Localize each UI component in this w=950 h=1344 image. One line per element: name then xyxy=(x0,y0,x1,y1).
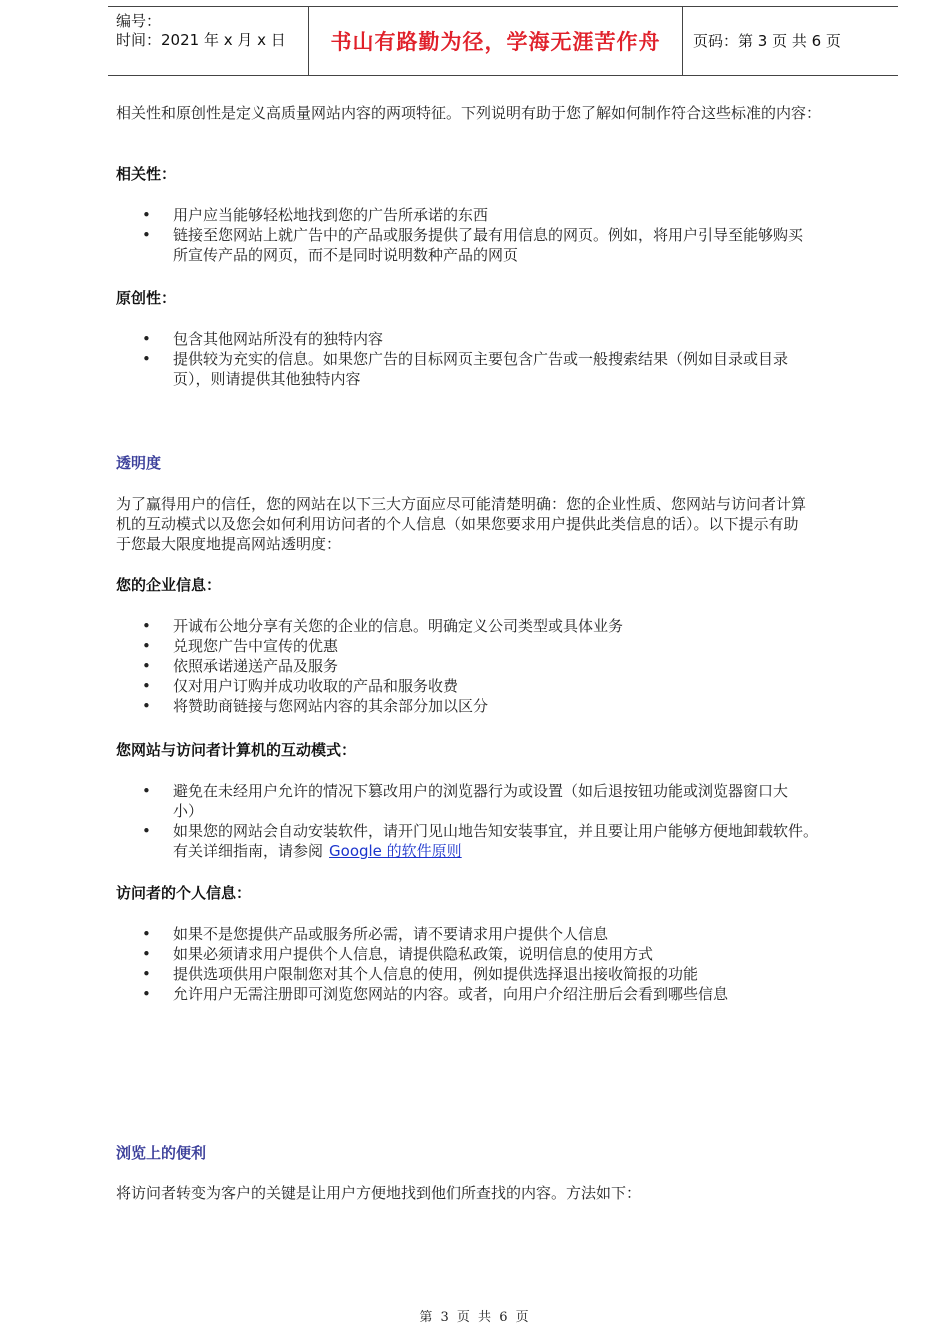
bullet-icon: • xyxy=(142,697,151,715)
list-item: • 仅对用户订购并成功收取的产品和服务收费 xyxy=(142,677,459,695)
bullet-icon: • xyxy=(142,677,151,695)
bullet-icon: • xyxy=(142,637,151,655)
list-item: • 如果必须请求用户提供个人信息，请提供隐私政策，说明信息的使用方式 xyxy=(142,945,654,963)
navigation-paragraph: 将访问者转变为客户的关键是让用户方便地找到他们所查找的内容。方法如下： xyxy=(116,1184,642,1202)
personal-info-heading: 访问者的个人信息： xyxy=(116,884,252,902)
personal-info-list xyxy=(140,924,900,1004)
navigation-title: 浏览上的便利 xyxy=(116,1144,207,1162)
software-principles-link[interactable]: Google 的软件原则 xyxy=(329,842,462,860)
business-info-heading: 您的企业信息： xyxy=(116,576,222,594)
originality-heading: 原创性： xyxy=(116,289,177,307)
bullet-icon: • xyxy=(142,822,151,840)
transparency-paragraph-line: 于您最大限度地提高网站透明度： xyxy=(116,535,342,553)
list-item: • 将赞助商链接与您网站内容的其余部分加以区分 xyxy=(142,697,489,715)
header-meta-cell xyxy=(108,7,309,75)
bullet-icon: • xyxy=(142,226,151,244)
transparency-paragraph-line: 为了赢得用户的信任，您的网站在以下三大方面应尽可能清楚明确：您的企业性质、您网站与访问者计算 xyxy=(116,495,807,513)
list-item: • 如果不是您提供产品或服务所必需，请不要请求用户提供个人信息 xyxy=(142,925,609,943)
list-item: • 提供较为充实的信息。如果您广告的目标网页主要包含广告或一般搜索结果（例如目录或目录 页），则请提供其他独特内容 xyxy=(142,350,789,388)
list-item: • 用户应当能够轻松地找到您的广告所承诺的东西 xyxy=(142,206,489,224)
interaction-list xyxy=(140,781,900,861)
bullet-icon: • xyxy=(142,617,151,635)
list-item: • 兑现您广告中宣传的优惠 xyxy=(142,637,339,655)
bullet-icon: • xyxy=(142,965,151,983)
bullet-icon: • xyxy=(142,985,151,1003)
relevance-heading: 相关性： xyxy=(116,165,177,183)
list-item: • 提供选项供用户限制您对其个人信息的使用，例如提供选择退出接收简报的功能 xyxy=(142,965,699,983)
list-item: • 链接至您网站上就广告中的产品或服务提供了最有用信息的网页。例如，将用户引导至能够购买 所宣传产品的网页，而不是同时说明数种产品的网页 xyxy=(142,226,804,264)
bullet-icon: • xyxy=(142,206,151,224)
bullet-icon: • xyxy=(142,782,151,800)
interaction-heading: 您网站与访问者计算机的互动模式： xyxy=(116,741,357,759)
document-date-label: 时间：2021 年 x 月 x 日 xyxy=(116,31,286,49)
header-motto-cell xyxy=(309,7,683,75)
transparency-paragraph-line: 机的互动模式以及您会如何利用访问者的个人信息（如果您要求用户提供此类信息的话）。以下提示有助 xyxy=(116,515,799,533)
intro-paragraph: 相关性和原创性是定义高质量网站内容的两项特征。下列说明有助于您了解如何制作符合这些标准的内容： xyxy=(116,104,822,122)
header-page-number: 页码：第 3 页 共 6 页 xyxy=(693,32,841,50)
bullet-icon: • xyxy=(142,945,151,963)
bullet-icon: • xyxy=(142,657,151,675)
list-item: • 包含其他网站所没有的独特内容 xyxy=(142,330,384,348)
bullet-icon: • xyxy=(142,330,151,348)
list-item: • 如果您的网站会自动安装软件，请开门见山地告知安装事宜，并且要让用户能够方便地卸载软件。 有关详细指南，请参阅 Google 的软件原则 xyxy=(142,822,819,860)
list-item: • 避免在未经用户允许的情况下篡改用户的浏览器行为或设置（如后退按钮功能或浏览器窗口大 小） xyxy=(142,782,789,820)
document-number-label: 编号： xyxy=(116,12,162,30)
relevance-list xyxy=(140,205,900,265)
business-info-list xyxy=(140,616,900,716)
page-header xyxy=(108,6,898,76)
list-item: • 允许用户无需注册即可浏览您网站的内容。或者，向用户介绍注册后会看到哪些信息 xyxy=(142,985,729,1003)
header-page-cell xyxy=(683,7,898,75)
transparency-title: 透明度 xyxy=(116,454,162,472)
bullet-icon: • xyxy=(142,350,151,368)
bullet-icon: • xyxy=(142,925,151,943)
page-footer: 第 3 页 共 6 页 xyxy=(419,1310,531,1325)
list-item: • 开诚布公地分享有关您的企业的信息。明确定义公司类型或具体业务 xyxy=(142,617,624,635)
list-item: • 依照承诺递送产品及服务 xyxy=(142,657,339,675)
originality-list xyxy=(140,329,900,389)
header-motto: 书山有路勤为径，学海无涯苦作舟 xyxy=(330,30,661,54)
